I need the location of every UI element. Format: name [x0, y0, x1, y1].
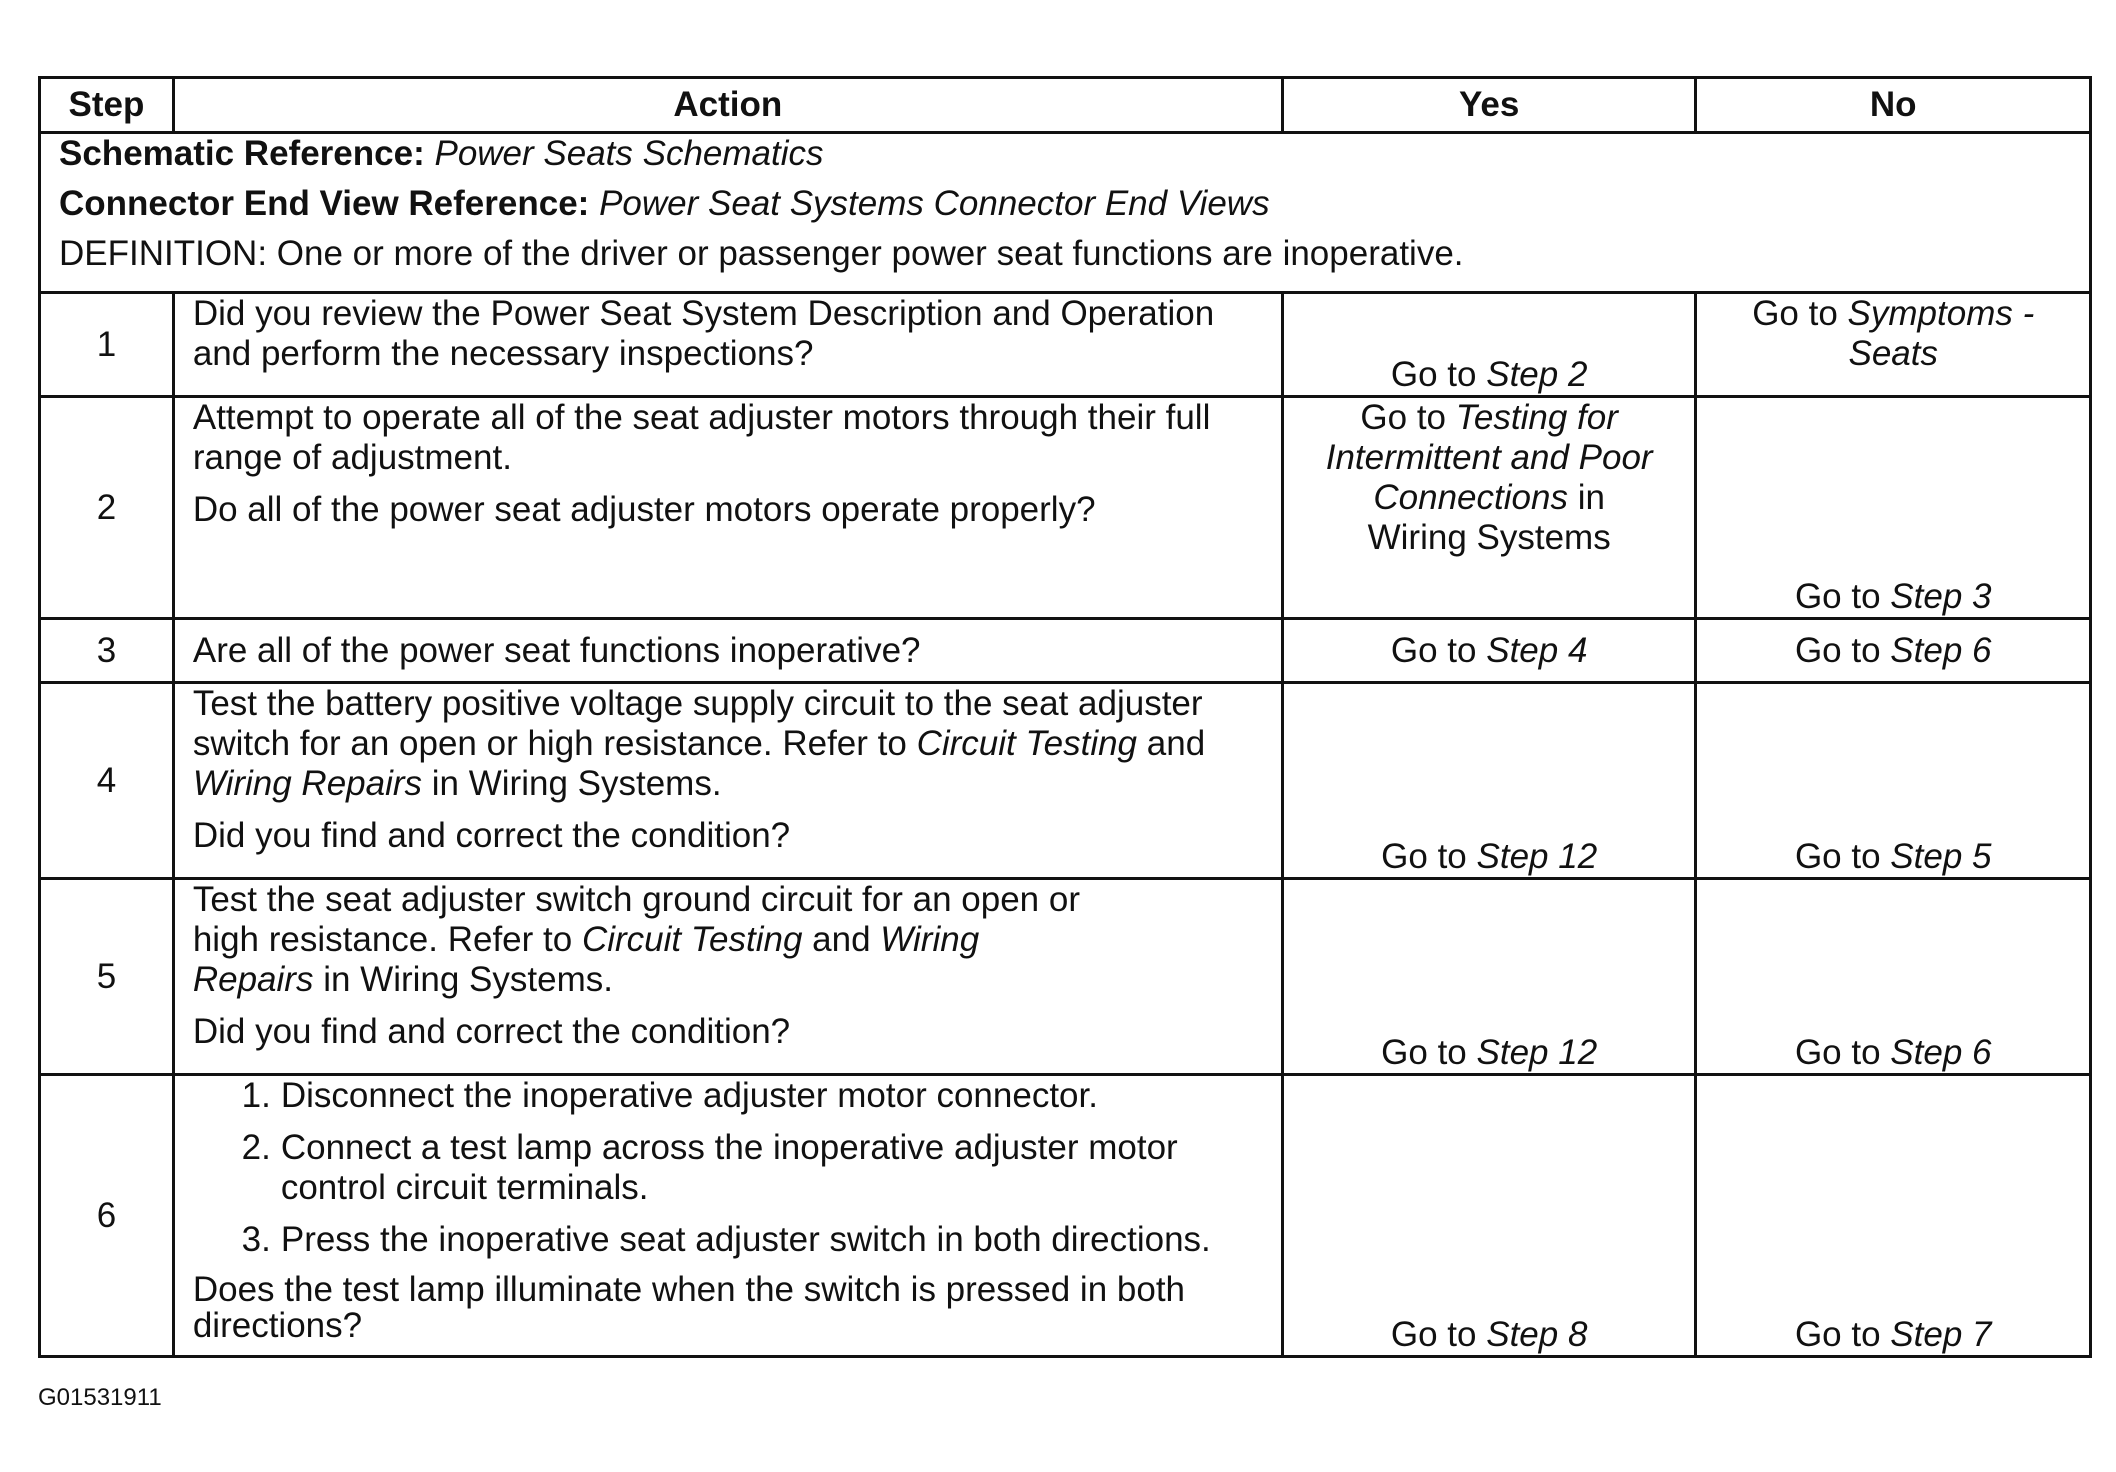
yes-link[interactable]: Step 12: [1476, 837, 1598, 876]
no-cell: [1696, 619, 2091, 683]
header-yes: Yes: [1282, 78, 1696, 133]
figure-id: G01531911: [38, 1384, 162, 1411]
no-link[interactable]: Symptoms - Seats: [1847, 294, 2035, 373]
header-no: No: [1696, 78, 2091, 133]
reference-cell: [40, 133, 2091, 293]
action-question: Do all of the power seat adjuster motors operate properly?: [192, 490, 1096, 529]
step-number: 6: [40, 1075, 174, 1357]
header-step: Step: [40, 78, 174, 133]
action-question: Did you find and correct the condition?: [192, 1012, 791, 1051]
no-link[interactable]: Step 6: [1890, 1033, 1992, 1072]
action-and: and: [1146, 724, 1206, 763]
definition-text: DEFINITION: One or more of the driver or passenger power seat functions are inoperative.: [59, 234, 1464, 273]
action-text: Attempt to operate all of the seat adjuster motors through their full range of adjustment.: [192, 398, 1211, 477]
no-prefix: Go to: [1794, 577, 1881, 616]
yes-cell: [1282, 879, 1696, 1075]
diagnostic-document: [38, 76, 2092, 1358]
action-cell: [173, 397, 1282, 619]
table-row: [40, 879, 2091, 1075]
step-number: 5: [40, 879, 174, 1075]
no-cell: [1696, 879, 2091, 1075]
no-prefix: Go to: [1794, 1033, 1881, 1072]
table-row: [40, 397, 2091, 619]
list-item: [223, 1220, 1263, 1260]
list-item: [223, 1076, 1263, 1116]
yes-prefix: Go to: [1390, 1315, 1477, 1354]
action-text-part: in Wiring Systems.: [431, 764, 722, 803]
substep-text: Press the inoperative seat adjuster switch in both directions.: [280, 1220, 1211, 1259]
yes-prefix: Go to: [1381, 837, 1467, 876]
action-and: and: [812, 920, 871, 959]
action-question: Does the test lamp illuminate when the switch is pressed in both directions?: [192, 1270, 1186, 1345]
action-text: Did you review the Power Seat System Description and Operation and perform the necessary inspections?: [173, 293, 1282, 397]
schematic-reference: [59, 134, 2071, 174]
no-link[interactable]: Step 7: [1890, 1315, 1992, 1354]
action-text-part: in Wiring Systems.: [323, 960, 613, 999]
yes-cell: [1282, 1075, 1696, 1357]
step-number: 1: [40, 293, 174, 397]
yes-link[interactable]: Step 2: [1486, 355, 1588, 394]
action-text-part: Test the seat adjuster switch ground circuit for an open or high resistance. Refer to: [192, 880, 1080, 959]
yes-prefix: Go to: [1381, 1033, 1467, 1072]
header-row: [40, 78, 2091, 133]
schematic-reference-link[interactable]: Power Seats Schematics: [434, 134, 824, 173]
substep-text: Disconnect the inoperative adjuster motor connector.: [280, 1076, 1098, 1115]
no-cell: [1696, 397, 2091, 619]
no-cell: [1696, 293, 2091, 397]
no-cell: [1696, 1075, 2091, 1357]
action-question: Did you find and correct the condition?: [192, 816, 791, 855]
yes-suffix: in Wiring Systems: [1367, 478, 1611, 557]
no-prefix: Go to: [1794, 630, 1881, 670]
action-cell: [173, 879, 1282, 1075]
circuit-testing-link[interactable]: Circuit Testing: [916, 724, 1138, 763]
table-row: [40, 1075, 2091, 1357]
header-action: Action: [173, 78, 1282, 133]
step-number: 3: [40, 619, 174, 683]
yes-link[interactable]: Step 4: [1486, 630, 1588, 670]
wiring-repairs-link[interactable]: Wiring Repairs: [192, 764, 423, 803]
action-text: [193, 684, 1263, 804]
no-link[interactable]: Step 6: [1890, 630, 1992, 670]
substep-number: 1.: [241, 1076, 271, 1115]
yes-cell: [1282, 293, 1696, 397]
no-cell: [1696, 683, 2091, 879]
substep-number: 2.: [241, 1128, 271, 1167]
action-text: [193, 880, 1263, 1000]
yes-prefix: Go to: [1360, 398, 1447, 437]
yes-cell: [1282, 619, 1696, 683]
substep-text: Connect a test lamp across the inoperative adjuster motor control circuit terminals.: [280, 1128, 1178, 1207]
reference-row: [40, 133, 2091, 293]
yes-link[interactable]: Step 12: [1476, 1033, 1598, 1072]
no-link[interactable]: Step 3: [1890, 577, 1992, 616]
action-text: Are all of the power seat functions inoperative?: [173, 619, 1282, 683]
connector-reference: [59, 184, 2071, 224]
list-item: [223, 1128, 1263, 1208]
no-prefix: Go to: [1752, 294, 1838, 333]
substep-number: 3.: [241, 1220, 271, 1259]
table-row: [40, 619, 2091, 683]
action-cell: [173, 1075, 1282, 1357]
action-cell: [173, 683, 1282, 879]
yes-cell: [1282, 397, 1696, 619]
step-number: 4: [40, 683, 174, 879]
substep-list: [193, 1076, 1263, 1260]
yes-prefix: Go to: [1390, 355, 1477, 394]
circuit-testing-link[interactable]: Circuit Testing: [581, 920, 803, 959]
no-prefix: Go to: [1794, 1315, 1881, 1354]
yes-link[interactable]: Testing for Intermittent and Poor Connections: [1325, 398, 1653, 517]
action-text-part: Test the battery positive voltage supply circuit to the seat adjuster switch for an open or high resistance. Refer to: [192, 684, 1203, 763]
connector-reference-link[interactable]: Power Seat Systems Connector End Views: [599, 184, 1270, 223]
step-number: 2: [40, 397, 174, 619]
connector-reference-label: Connector End View Reference:: [59, 184, 590, 223]
schematic-reference-label: Schematic Reference:: [59, 134, 425, 173]
table-row: [40, 293, 2091, 397]
yes-link[interactable]: Step 8: [1486, 1315, 1588, 1354]
yes-cell: [1282, 683, 1696, 879]
table-row: [40, 683, 2091, 879]
diagnostic-table: [38, 76, 2092, 1358]
no-link[interactable]: Step 5: [1890, 837, 1992, 876]
wiring-repairs-link[interactable]: Wiring Repairs: [192, 920, 980, 999]
yes-prefix: Go to: [1390, 630, 1477, 670]
no-prefix: Go to: [1794, 837, 1881, 876]
